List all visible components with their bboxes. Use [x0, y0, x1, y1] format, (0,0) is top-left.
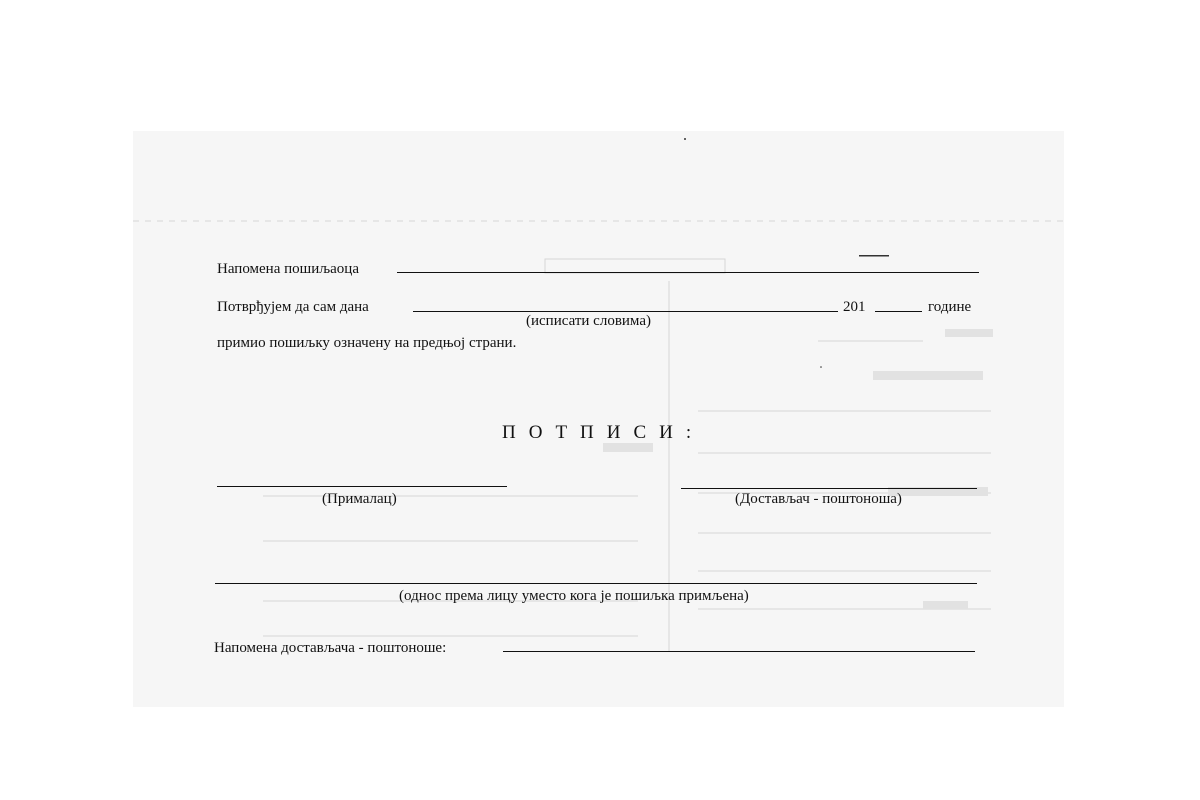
year-prefix-text: 201	[843, 299, 866, 315]
deliverer-signature-line	[681, 488, 977, 489]
deliverer-note-line	[503, 651, 975, 652]
relation-line	[215, 583, 977, 584]
recipient-signature-line	[217, 486, 507, 487]
relation-caption: (однос према лицу уместо кога је пошиљка примљена)	[399, 588, 749, 604]
recipient-caption: (Прималац)	[322, 491, 397, 507]
date-in-words-line	[413, 311, 838, 312]
confirm-prefix-text: Потврђујем да сам дана	[217, 299, 369, 315]
write-in-words-hint: (исписати словима)	[526, 313, 651, 329]
year-line	[875, 311, 922, 312]
deliverer-caption: (Достављач - поштоноша)	[735, 491, 902, 507]
confirm-suffix-text: примио пошиљку означену на предњој страни.	[217, 335, 517, 351]
return-receipt-card	[133, 131, 1064, 707]
show-through-background	[133, 131, 1064, 707]
year-suffix-text: године	[928, 299, 972, 315]
sender-note-line	[397, 272, 979, 273]
sender-note-label: Напомена пошиљаоца	[217, 261, 359, 277]
deliverer-note-label: Напомена достављача - поштоноше:	[214, 640, 447, 656]
signatures-heading: ПОТПИСИ:	[502, 422, 705, 443]
